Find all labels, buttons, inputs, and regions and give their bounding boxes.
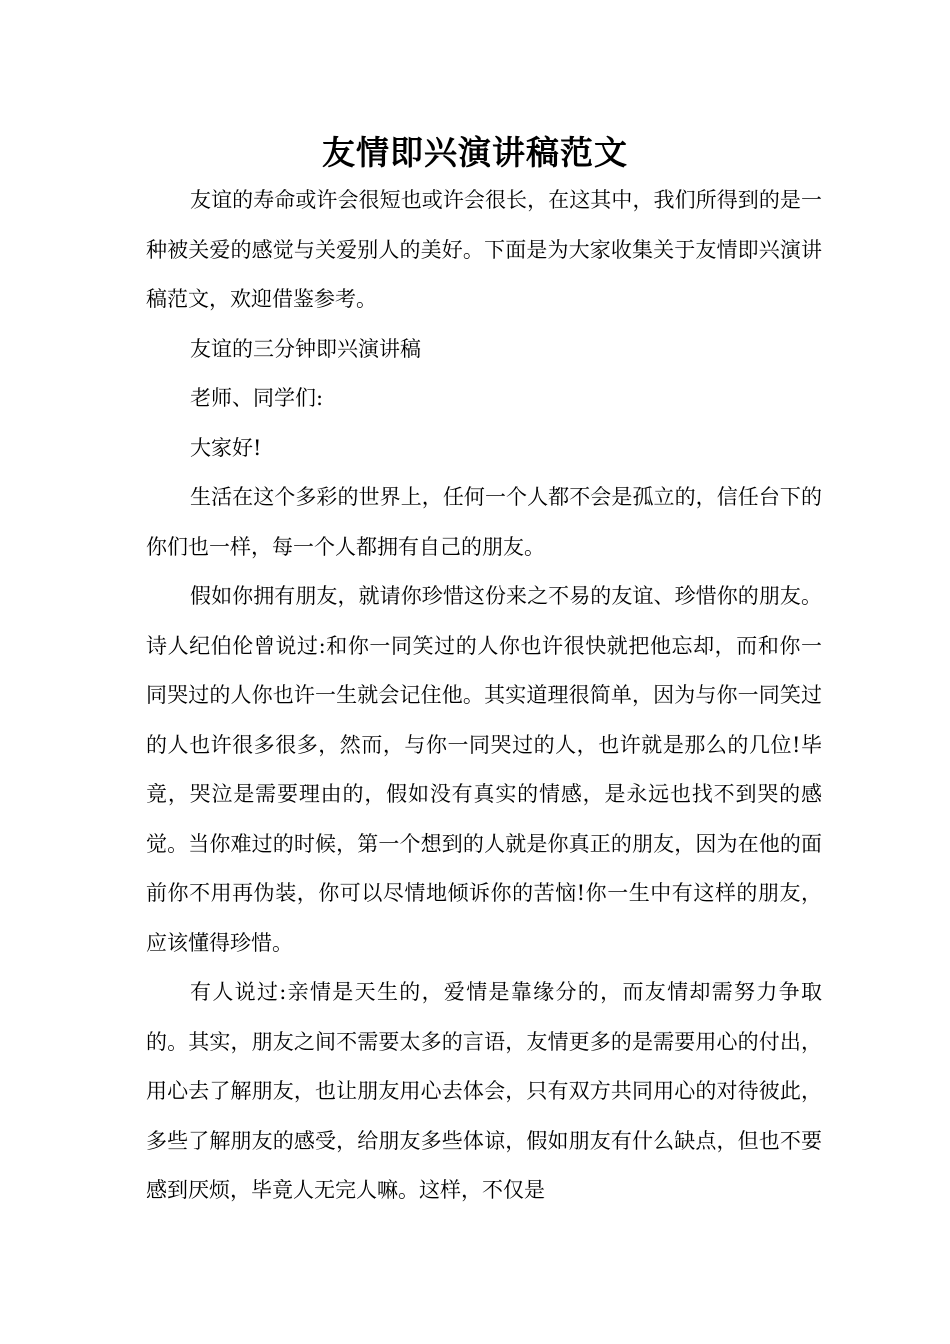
paragraph-body-2: 假如你拥有朋友，就请你珍惜这份来之不易的友谊、珍惜你的朋友。诗人纪伯伦曾说过:和你一同笑过的人你也许很快就把他忘却，而和你一同哭过的人你也许一生就会记住他。其实道理很简单，因为与你一同笑过的人也许很多很多，然而，与你一同哭过的人，也许就是那么的几位!毕竟，哭泣是需要理由的，假如没有真实的情感，是永远也找不到哭的感觉。当你难过的时候，第一个想到的人就是你真正的朋友，因为在他的面前你不用再伪装，你可以尽情地倾诉你的苦恼!你一生中有这样的朋友，应该懂得珍惜。 (146, 584, 822, 955)
document-body (146, 176, 822, 1216)
paragraph-body-1: 生活在这个多彩的世界上，任何一个人都不会是孤立的，信任台下的你们也一样，每一个人都拥有自己的朋友。 (146, 485, 822, 559)
document-title: 友情即兴演讲稿范文 (322, 133, 628, 172)
paragraph-greeting: 大家好! (190, 435, 262, 460)
paragraph-body-3: 有人说过:亲情是天生的，爱情是靠缘分的，而友情却需努力争取的。其实，朋友之间不需要太多的言语，友情更多的是需要用心的付出，用心去了解朋友，也让朋友用心去体会，只有双方共同用心的对待彼此，多些了解朋友的感受，给朋友多些体谅，假如朋友有什么缺点，但也不要感到厌烦，毕竟人无完人嘛。这样，不仅是 (146, 980, 822, 1202)
paragraph-intro: 友谊的寿命或许会很短也或许会很长，在这其中，我们所得到的是一种被关爱的感觉与关爱别人的美好。下面是为大家收集关于友情即兴演讲稿范文，欢迎借鉴参考。 (146, 188, 822, 311)
paragraph-speech-heading: 友谊的三分钟即兴演讲稿 (190, 336, 421, 361)
paragraph-salutation: 老师、同学们: (190, 386, 324, 410)
